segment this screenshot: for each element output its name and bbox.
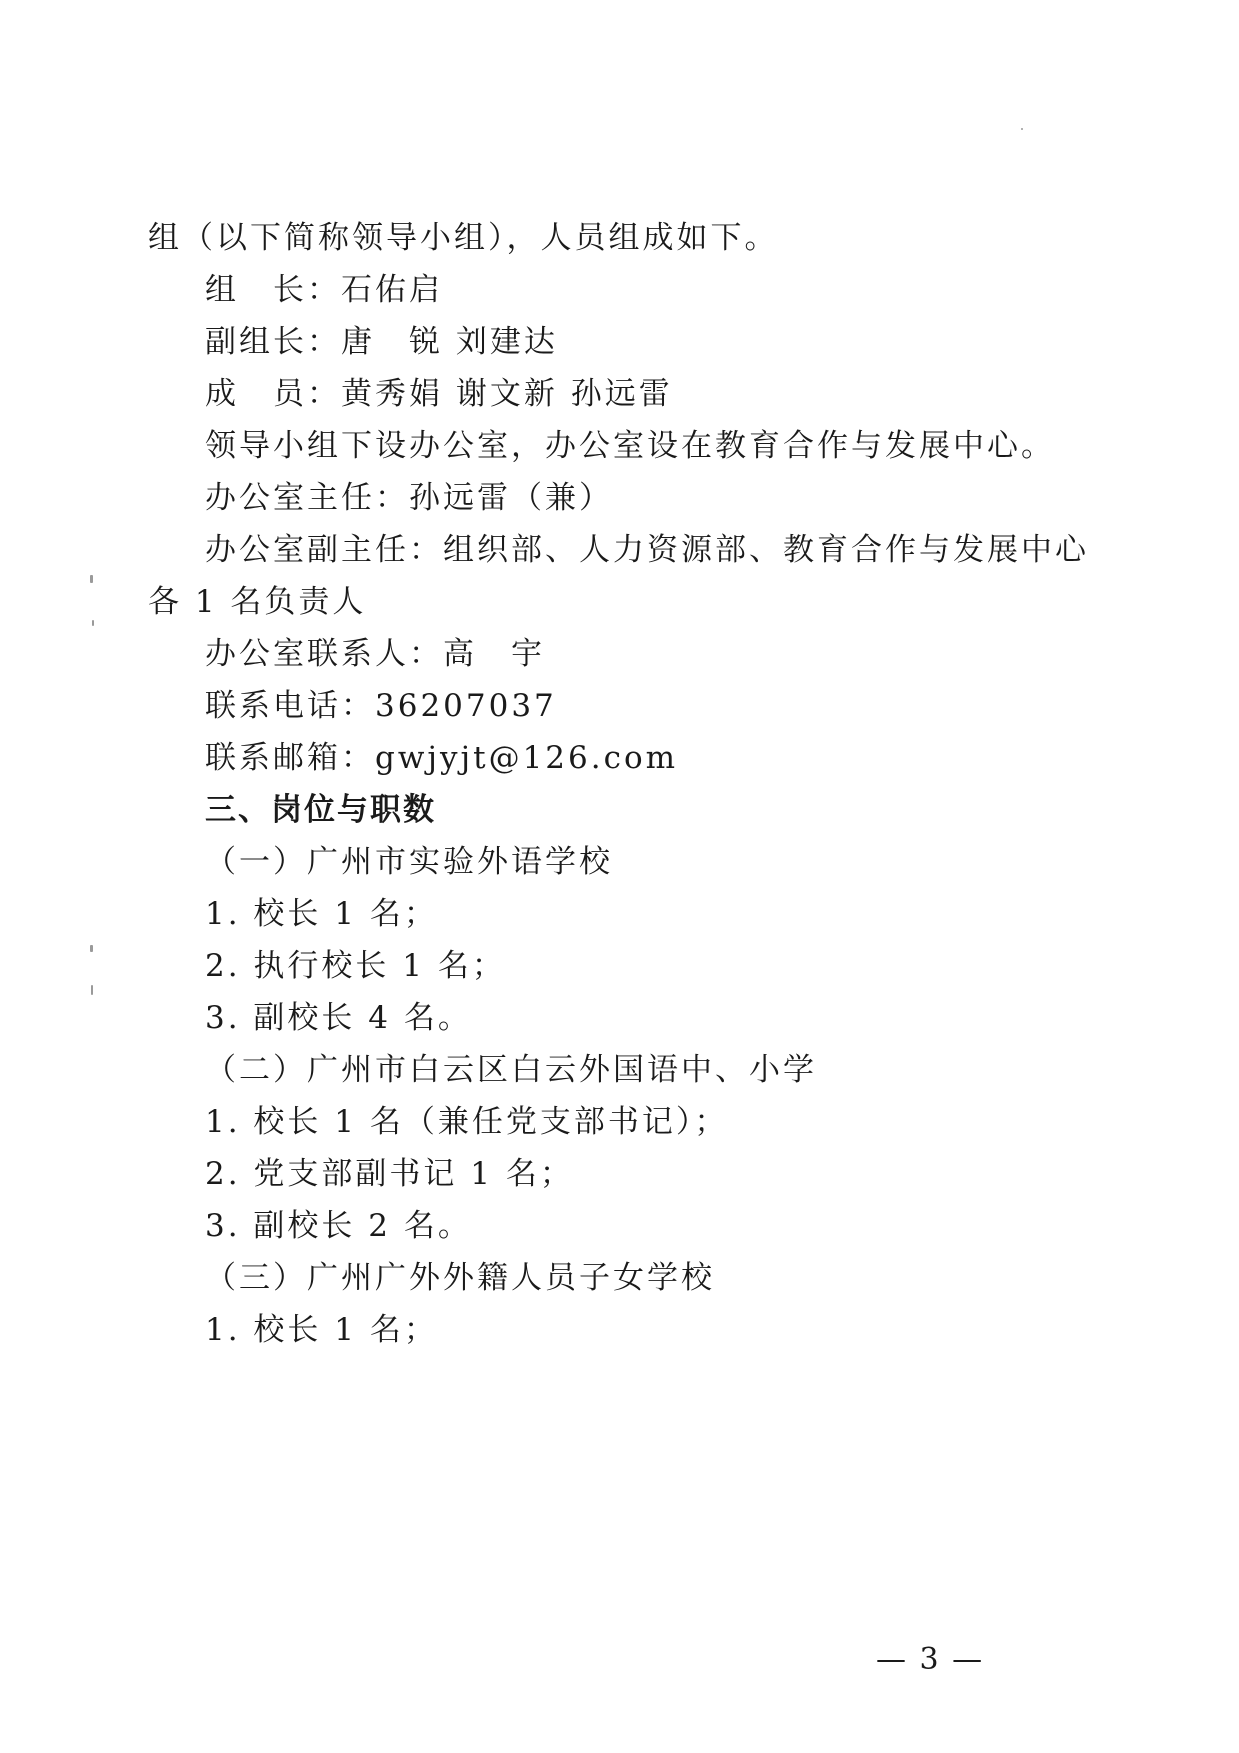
contact-phone-line: 联系电话：36207037 [205, 688, 557, 724]
scan-speck [91, 985, 93, 995]
paragraph-line: 领导小组下设办公室，办公室设在教育合作与发展中心。 [205, 428, 1055, 464]
office-deputy-director-continuation: 各 1 名负责人 [148, 584, 367, 620]
office-director-line: 办公室主任：孙远雷（兼） [205, 480, 613, 516]
list-item: 1. 校长 1 名； [205, 1312, 438, 1348]
paragraph-line: 组（以下简称领导小组），人员组成如下。 [148, 220, 779, 256]
scan-speck [90, 945, 93, 952]
scan-speck [1021, 128, 1023, 130]
list-item: 1. 校长 1 名； [205, 896, 438, 932]
deputy-leader-line: 副组长：唐 锐 刘建达 [205, 324, 558, 360]
subsection-heading: （一）广州市实验外语学校 [205, 844, 613, 880]
office-deputy-director-line: 办公室副主任：组织部、人力资源部、教育合作与发展中心 [205, 532, 1089, 568]
section-heading: 三、岗位与职数 [205, 792, 436, 828]
list-item: 2. 党支部副书记 1 名； [205, 1156, 574, 1192]
group-leader-line: 组 长：石佑启 [205, 272, 443, 308]
list-item: 1. 校长 1 名（兼任党支部书记）； [205, 1104, 729, 1140]
list-item: 3. 副校长 2 名。 [205, 1208, 472, 1244]
list-item: 3. 副校长 4 名。 [205, 1000, 472, 1036]
scan-speck [90, 575, 93, 583]
contact-email-line: 联系邮箱：gwjyjt@126.com [205, 740, 679, 776]
members-line: 成 员：黄秀娟 谢文新 孙远雷 [205, 376, 673, 412]
contact-person-line: 办公室联系人：高 宇 [205, 636, 545, 672]
subsection-heading: （二）广州市白云区白云外国语中、小学 [205, 1052, 817, 1088]
scan-speck [92, 620, 94, 626]
list-item: 2. 执行校长 1 名； [205, 948, 506, 984]
subsection-heading: （三）广州广外外籍人员子女学校 [205, 1260, 715, 1296]
page-number: — 3 — [876, 1642, 985, 1677]
